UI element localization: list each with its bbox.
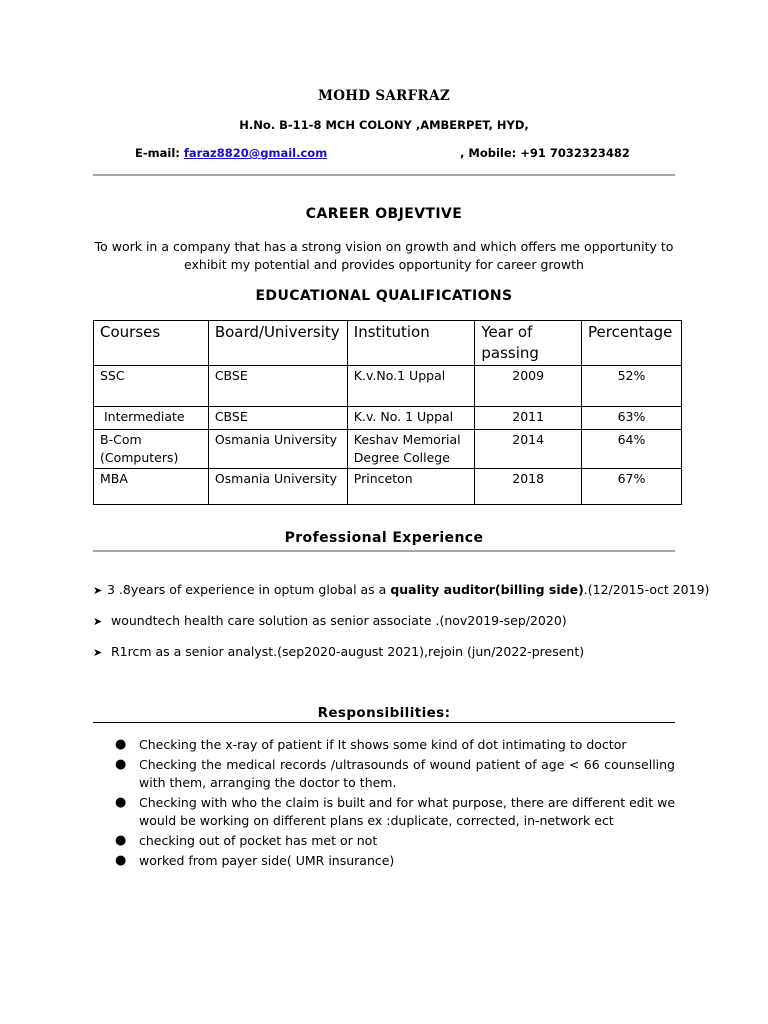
experience-text: woundtech health care solution as senior associate .(nov2019-sep/2020) (111, 613, 567, 628)
experience-dates: .(12/2015-oct 2019) (583, 582, 710, 597)
bullet-icon: ● (115, 853, 127, 868)
year-cell: 2009 (475, 366, 582, 407)
board-cell: CBSE (208, 407, 347, 430)
bullet-icon: ● (115, 737, 127, 752)
institution-cell: Keshav Memorial Degree College (347, 430, 475, 469)
header-divider (93, 174, 675, 176)
percentage-cell: 52% (582, 366, 682, 407)
bullet-icon: ● (115, 795, 127, 810)
experience-role: quality auditor(billing side) (390, 582, 584, 597)
list-item (93, 756, 675, 792)
course-cell: SSC (94, 366, 209, 407)
year-cell: 2011 (475, 407, 582, 430)
institution-cell: K.v. No. 1 Uppal (347, 407, 475, 430)
experience-item (93, 613, 567, 628)
year-cell: 2014 (475, 430, 582, 469)
experience-title: Professional Experience (284, 530, 484, 546)
board-cell: CBSE (208, 366, 347, 407)
responsibility-text: Checking the x-ray of patient if It shows some kind of dot intimating to doctor (139, 737, 627, 752)
mobile-number: , Mobile: +91 7032323482 (460, 146, 630, 160)
experience-text: 3 .8years of experience in optum global as a (107, 582, 391, 597)
experience-text: R1rcm as a senior analyst.(sep2020-august 2021),rejoin (jun/2022-present) (107, 644, 585, 659)
career-objective-title: CAREER OBJEVTIVE (305, 206, 463, 222)
institution-cell: K.v.No.1 Uppal (347, 366, 475, 407)
list-item (93, 832, 675, 850)
board-cell: Osmania University (208, 469, 347, 505)
email-link[interactable]: faraz8820@gmail.com (183, 146, 328, 160)
education-title: EDUCATIONAL QUALIFICATIONS (255, 288, 513, 304)
candidate-name: MOHD SARFRAZ (317, 88, 451, 104)
email-label: E-mail: (135, 146, 184, 160)
institution-cell: Princeton (347, 469, 475, 505)
address: H.No. B-11-8 MCH COLONY ,AMBERPET, HYD, (239, 118, 529, 132)
header-institution: Institution (347, 321, 475, 366)
list-item (93, 794, 675, 830)
experience-item (93, 644, 584, 659)
education-table (93, 320, 682, 505)
bullet-icon: ● (115, 757, 127, 772)
email-line (135, 146, 327, 160)
responsibility-text: Checking with who the claim is built and for what purpose, there are different edit we would be working on different plans ex :duplicate, corrected, in-network ect (139, 795, 676, 828)
header-year: Year of passing (475, 321, 582, 366)
list-item (93, 736, 675, 754)
responsibilities-divider (93, 722, 675, 723)
year-cell: 2018 (475, 469, 582, 505)
arrow-bullet-icon: ➤ (93, 584, 103, 597)
course-cell: B-Com (Computers) (94, 430, 209, 469)
bullet-icon: ● (115, 833, 127, 848)
experience-divider (93, 550, 675, 552)
percentage-cell: 64% (582, 430, 682, 469)
arrow-bullet-icon: ➤ (93, 615, 103, 628)
table-row (94, 469, 682, 505)
table-header-row (94, 321, 682, 366)
experience-item (93, 582, 709, 597)
responsibility-text: checking out of pocket has met or not (139, 833, 378, 848)
responsibilities-title: Responsibilities: (317, 705, 451, 721)
responsibility-text: worked from payer side( UMR insurance) (139, 853, 395, 868)
board-cell: Osmania University (208, 430, 347, 469)
responsibility-text: Checking the medical records /ultrasounds of wound patient of age < 66 counselling with them, arranging the doctor to them. (139, 757, 675, 790)
percentage-cell: 67% (582, 469, 682, 505)
course-cell: MBA (94, 469, 209, 505)
percentage-cell: 63% (582, 407, 682, 430)
table-row (94, 366, 682, 407)
table-row (94, 430, 682, 469)
header-courses: Courses (94, 321, 209, 366)
arrow-bullet-icon: ➤ (93, 646, 103, 659)
career-objective-text: To work in a company that has a strong vision on growth and which offers me opportunity to exhibit my potential and provides opportunity for career growth (94, 239, 674, 272)
course-cell: Intermediate (94, 407, 209, 430)
responsibilities-list (93, 736, 675, 872)
list-item (93, 852, 675, 870)
table-row (94, 407, 682, 430)
header-percentage: Percentage (582, 321, 682, 366)
header-board: Board/University (208, 321, 347, 366)
